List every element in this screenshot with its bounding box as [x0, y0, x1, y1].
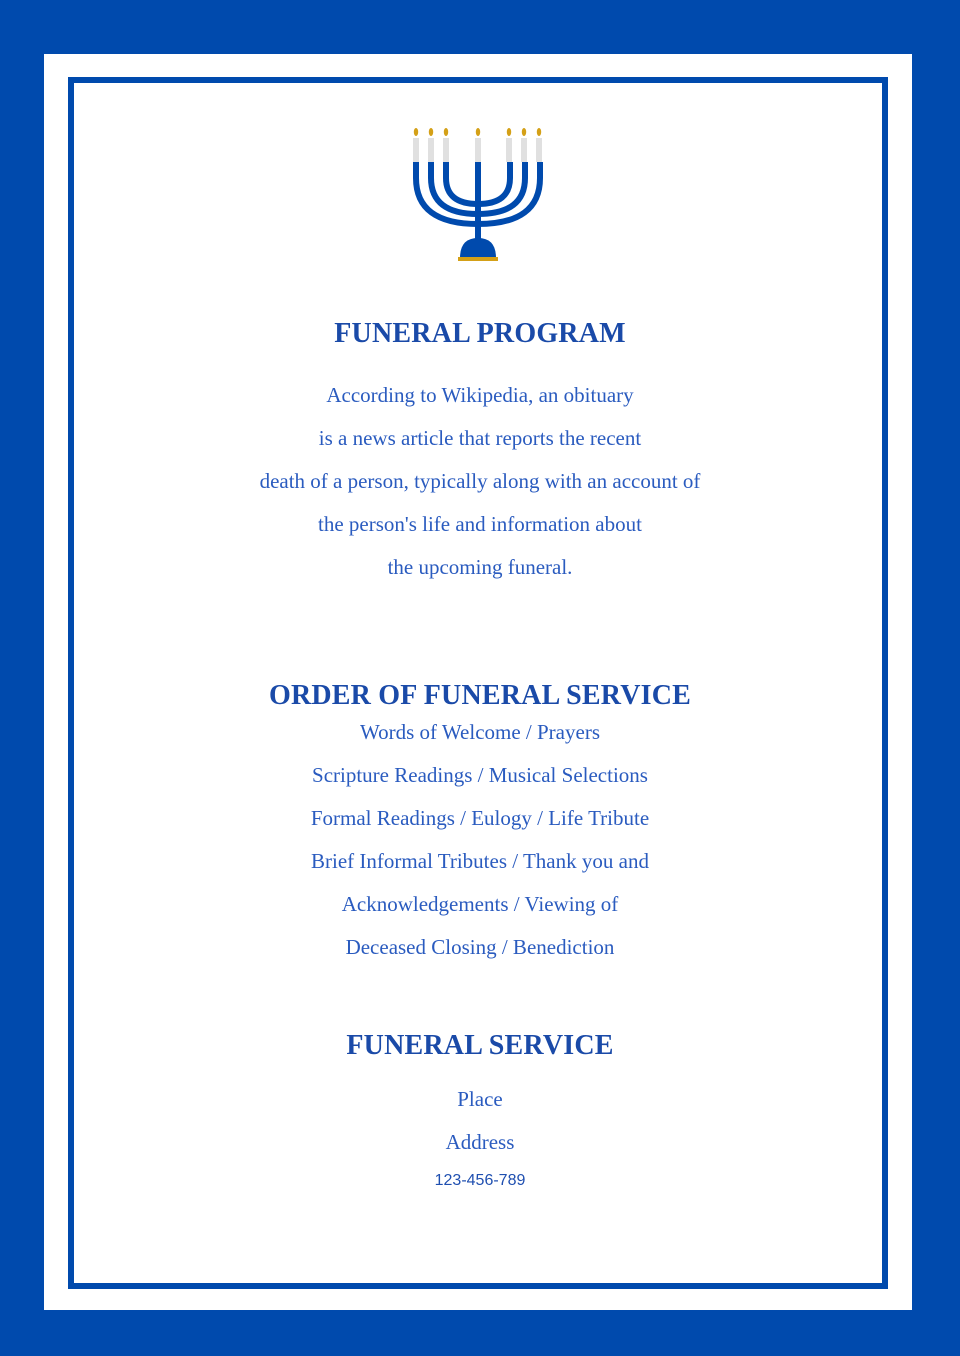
service-title: FUNERAL SERVICE: [346, 1030, 614, 1061]
order-line: Scripture Readings / Musical Selections: [312, 763, 648, 787]
intro-line: According to Wikipedia, an obituary: [326, 383, 634, 407]
program-section: [80, 318, 880, 350]
menorah-icon: [408, 126, 548, 262]
intro-line: is a news article that reports the recent: [318, 426, 642, 450]
service-details: [80, 1078, 880, 1164]
service-section: [80, 1030, 880, 1062]
order-line: Acknowledgements / Viewing of: [341, 892, 619, 916]
service-phone-wrap: [80, 1172, 880, 1190]
order-line: Formal Readings / Eulogy / Life Tribute: [310, 806, 650, 830]
order-line: Deceased Closing / Benediction: [345, 935, 615, 959]
order-title: ORDER OF FUNERAL SERVICE: [268, 680, 692, 711]
order-list: [80, 711, 880, 969]
service-address: Address: [445, 1130, 515, 1154]
order-line: Brief Informal Tributes / Thank you and: [311, 849, 649, 873]
intro-line: the upcoming funeral.: [387, 555, 573, 579]
order-section: [80, 680, 880, 712]
service-phone: 123-456-789: [434, 1172, 526, 1189]
program-title: FUNERAL PROGRAM: [334, 318, 626, 349]
program-intro: [80, 374, 880, 589]
intro-line: death of a person, typically along with an account of: [259, 469, 701, 493]
order-line: Words of Welcome / Prayers: [359, 720, 600, 744]
intro-line: the person's life and information about: [318, 512, 642, 536]
service-place: Place: [457, 1087, 503, 1111]
